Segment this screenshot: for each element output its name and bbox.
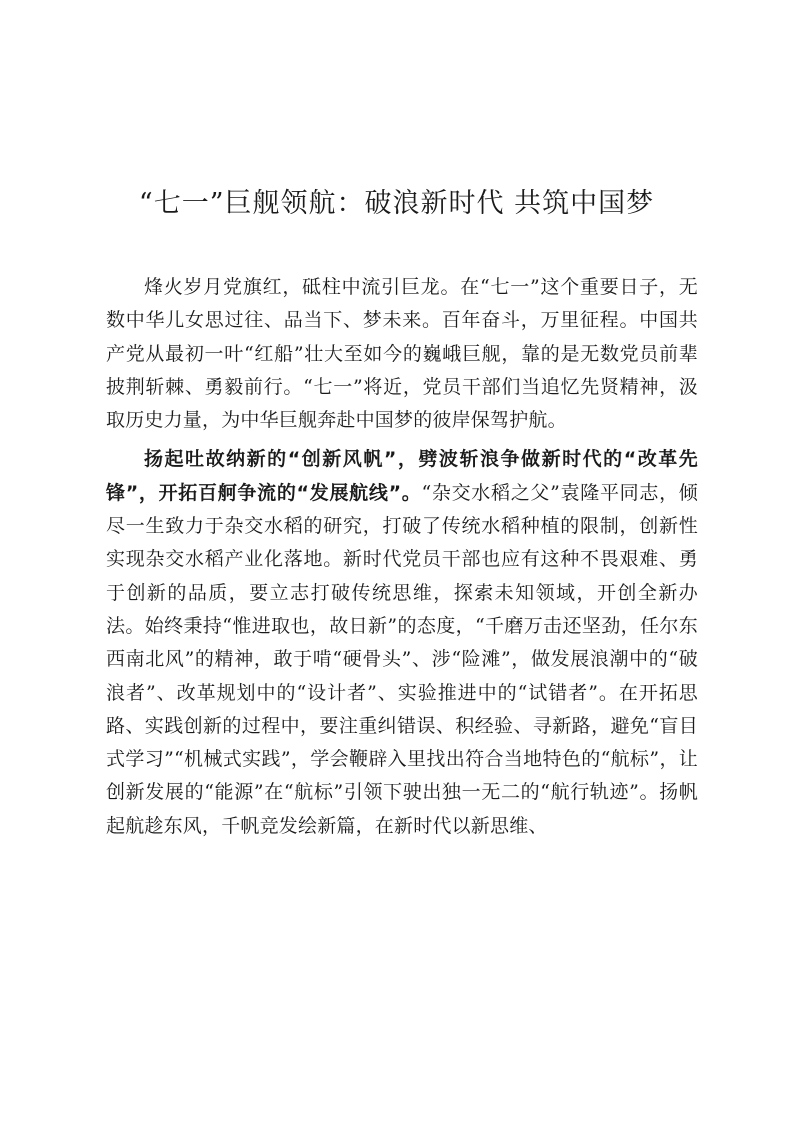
document-body [106,271,698,843]
paragraph-2-text: “杂交水稻之父”袁隆平同志，倾尽一生致力于杂交水稻的研究，打破了传统水稻种植的限制，创新性实现杂交水稻产业化落地。新时代党员干部也应有这种不畏艰难、勇于创新的品质，要立志打破传统思维，探索未知领域，开创全新办法。始终秉持“惟进取也，故日新”的态度，“千磨万击还坚劲，任尔东西南北风”的精神，敢于啃“硬骨头”、涉“险滩”，做发展浪潮中的“破浪者”、改革规划中的“设计者”、实验推进中的“试错者”。在开拓思路、实践创新的过程中，要注重纠错误、积经验、寻新路，避免“盲目式学习”“机械式实践”，学会鞭辟入里找出符合当地特色的“航标”，让创新发展的“能源”在“航标”引领下驶出独一无二的“航行轨迹”。扬帆起航趁东风，千帆竞发绘新篇，在新时代以新思维、 [106,481,698,837]
paragraph-1 [106,271,698,437]
document-title: “七一”巨舰领航：破浪新时代 共筑中国梦 [138,188,655,219]
paragraph-1-text: 烽火岁月党旗红，砥柱中流引巨龙。在“七一”这个重要日子，无数中华儿女思过往、品当下、梦未来。百年奋斗，万里征程。中国共产党从最初一叶“红船”壮大至如今的巍峨巨舰，靠的是无数党员前辈披荆斩棘、勇毅前行。“七一”将近，党员干部们当追忆先贤精神，汲取历史力量，为中华巨舰奔赴中国梦的彼岸保驾护航。 [106,276,698,432]
paragraph-2-lead-sentence: 扬起吐故纳新的“创新风帆”，劈波斩浪争做新时代的“改革先锋”，开拓百舸争流的“发展航线”。 [106,448,698,504]
paragraph-2 [106,443,698,843]
